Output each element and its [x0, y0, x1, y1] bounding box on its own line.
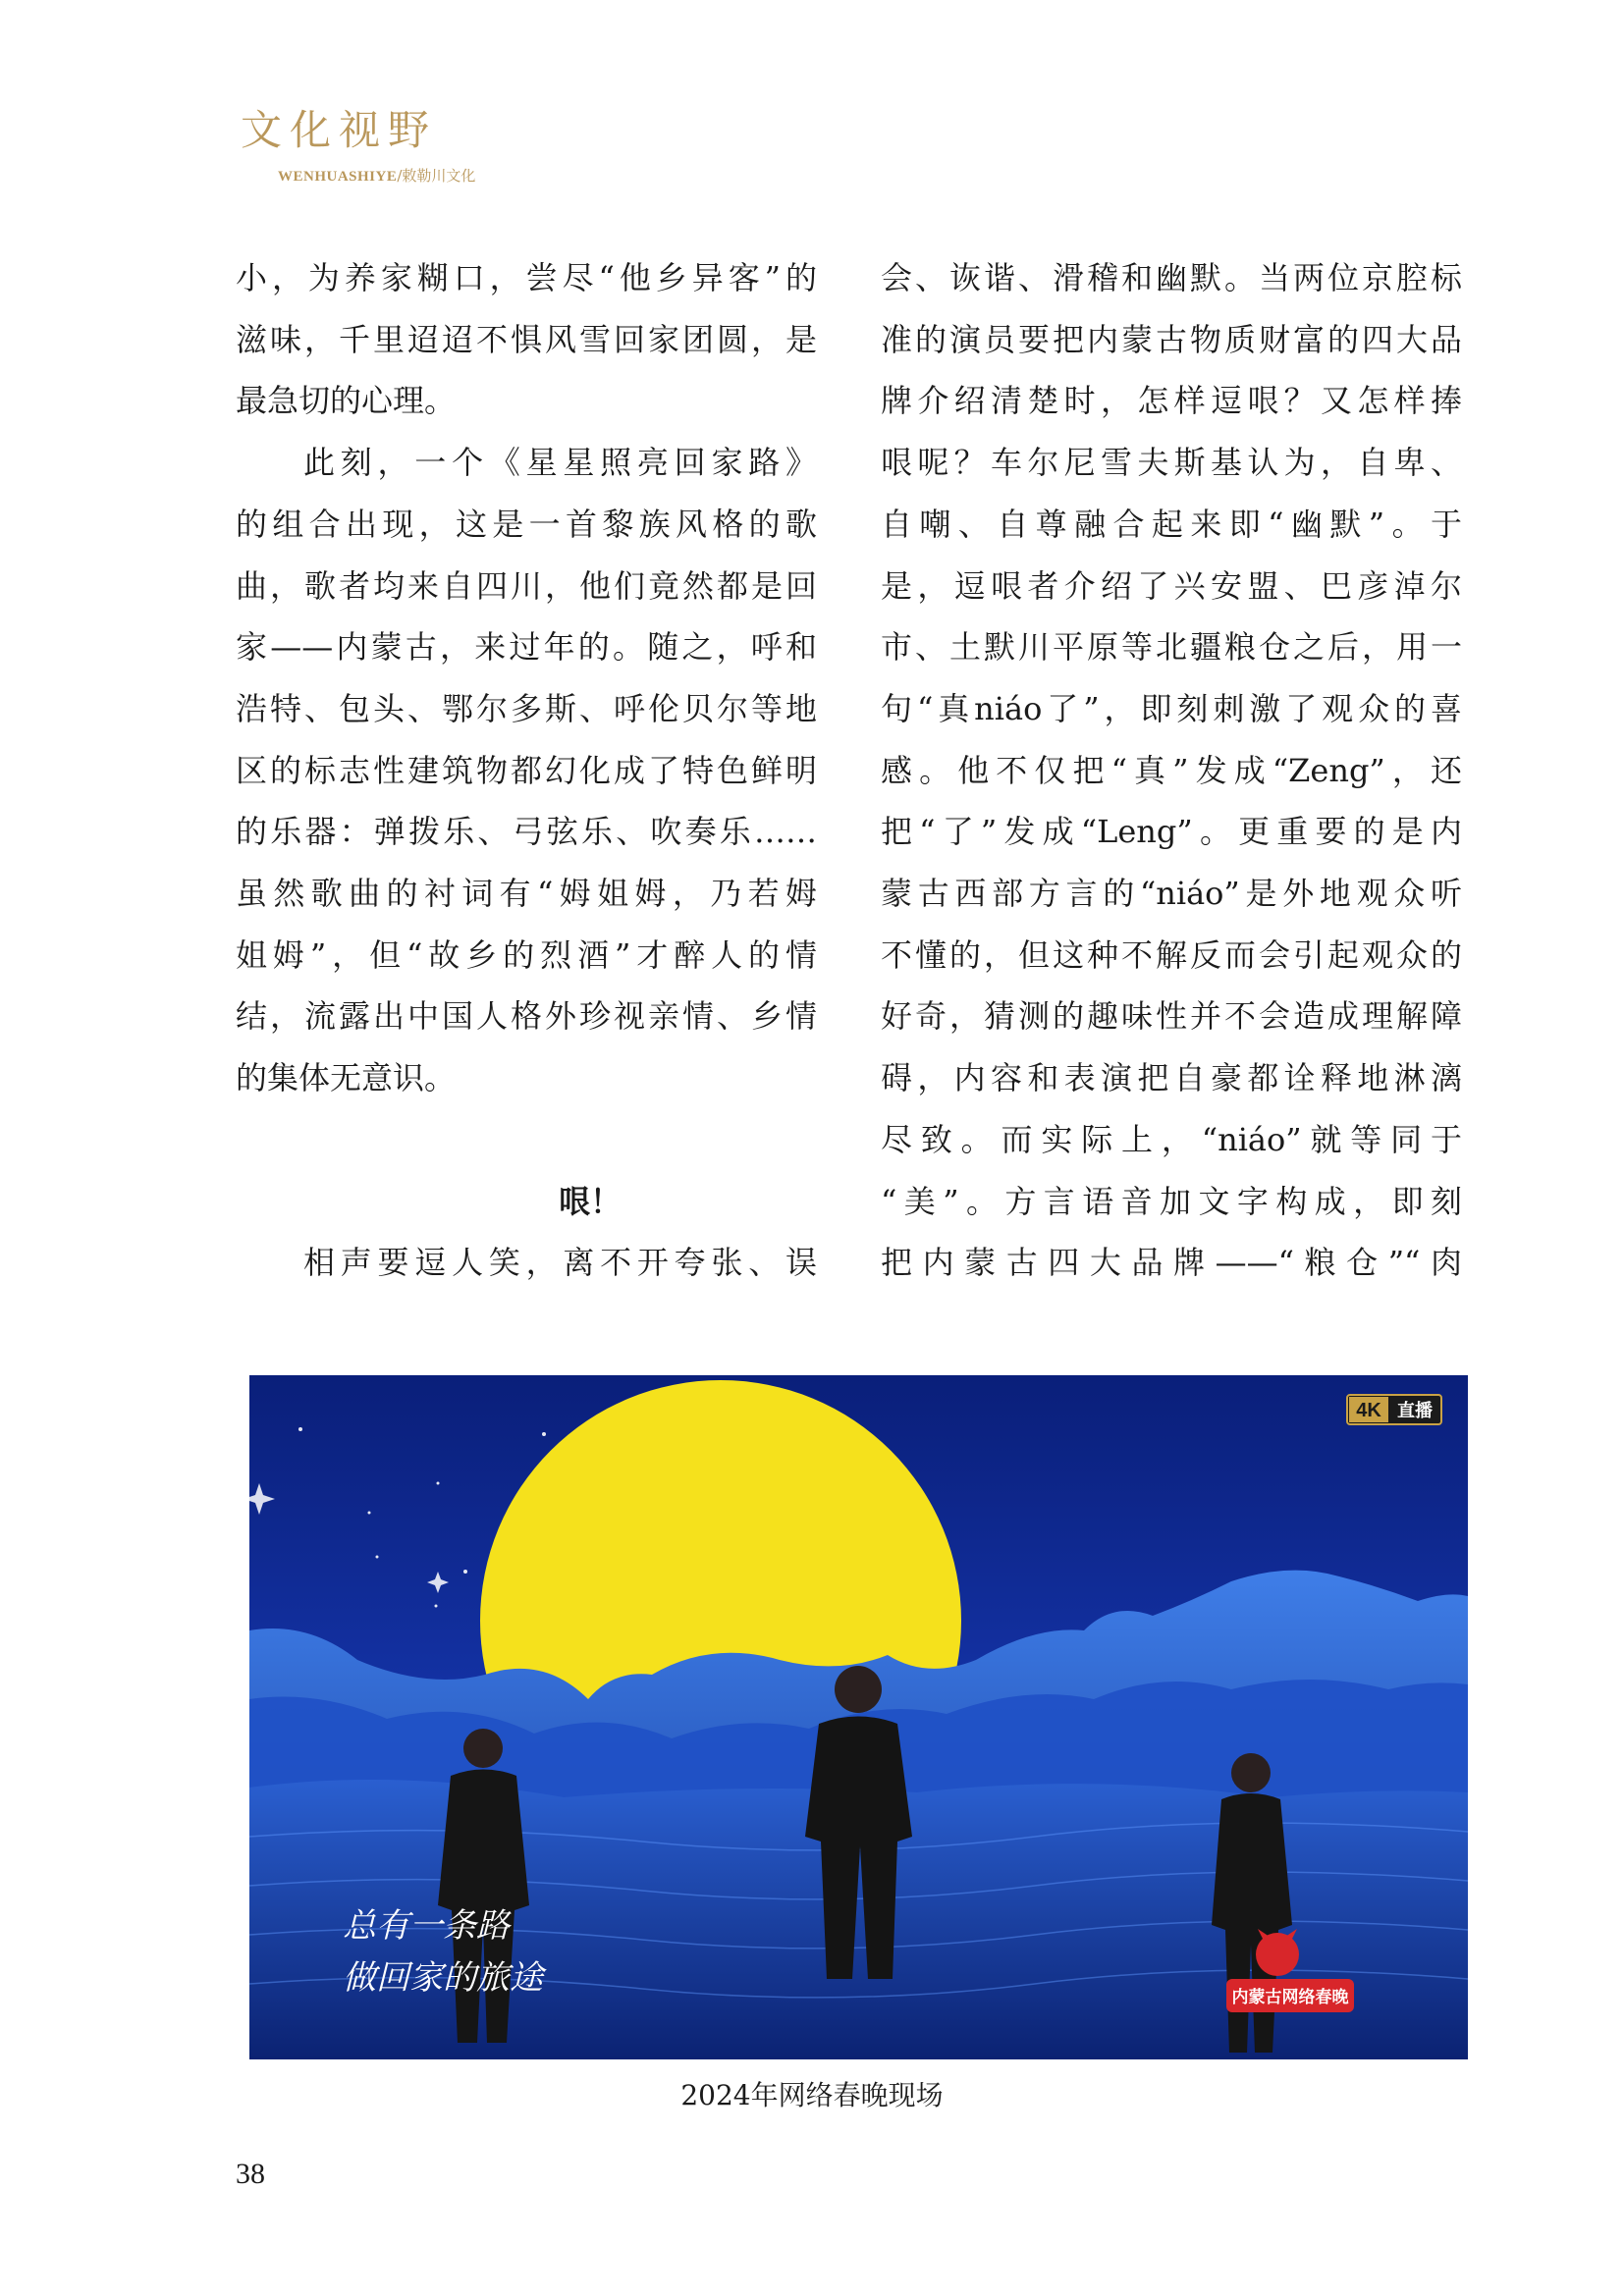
text-line: 虽然歌曲的衬词有“姆姐姆，乃若姆: [236, 875, 817, 913]
text-line: 哏呢？车尔尼雪夫斯基认为，自卑、: [881, 444, 1462, 482]
text-line: 句“真niáo了”，即刻刺激了观众的喜: [881, 689, 1462, 727]
text-line: 不懂的，但这种不解反而会引起观众的: [881, 935, 1462, 974]
text-line: “美”。方言语音加文字构成，即刻: [881, 1182, 1462, 1220]
section-subtitle-cn: 敕勒川文化: [402, 167, 476, 185]
text-line: 的组合出现，这是一首黎族风格的歌: [236, 505, 817, 543]
section-subtitle-latin: WENHUASHIYE: [278, 169, 398, 185]
live-badge: [1347, 1395, 1441, 1424]
section-header: [241, 106, 476, 186]
text-line: 准的演员要把内蒙古物质财富的四大品: [881, 320, 1462, 358]
text-line: 滋味，千里迢迢不惧风雪回家团圆，是: [236, 320, 817, 358]
text-line: 把“了”发成“Leng”。更重要的是内: [881, 813, 1462, 851]
text-line: 把内蒙古四大品牌——“粮仓”“肉: [881, 1244, 1462, 1282]
text-line: 的乐器：弹拨乐、弓弦乐、吹奏乐……: [236, 813, 817, 851]
text-line: 蒙古西部方言的“niáo”是外地观众听: [881, 875, 1462, 913]
text-line: 牌介绍清楚时，怎样逗哏？又怎样捧: [881, 382, 1462, 420]
text-line: 结，流露出中国人格外珍视亲情、乡情: [236, 997, 817, 1036]
text-line: 是，逗哏者介绍了兴安盟、巴彦淖尔: [881, 566, 1462, 605]
text-line: 曲，歌者均来自四川，他们竟然都是回: [236, 566, 817, 605]
lyric-line-2: 做回家的旅途: [343, 1958, 543, 1998]
text-line: 感。他不仅把“真”发成“Zeng”，还: [881, 751, 1462, 789]
left-column: [236, 247, 817, 1294]
text-line: 浩特、包头、鄂尔多斯、呼伦贝尔等地: [236, 689, 817, 727]
live-badge-label: 直播: [1397, 1401, 1433, 1421]
text-line: 碍，内容和表演把自豪都诠释地淋漓: [881, 1059, 1462, 1097]
text-line: 会、诙谐、滑稽和幽默。当两位京腔标: [881, 259, 1462, 296]
text-line: 好奇，猜测的趣味性并不会造成理解障: [881, 997, 1462, 1036]
text-line: 区的标志性建筑物都幻化成了特色鲜明: [236, 751, 817, 789]
text-line: 家——内蒙古，来过年的。随之，呼和: [236, 628, 817, 667]
text-line: 最急切的心理。: [236, 382, 457, 420]
section-subtitle: [278, 165, 475, 186]
gala-logo-text: 内蒙古网络春晚: [1231, 1988, 1349, 2007]
right-column: [881, 247, 1462, 1294]
text-line: 的集体无意识。: [236, 1059, 457, 1097]
text-line: 姐姆”，但“故乡的烈酒”才醉人的情: [236, 935, 817, 974]
stage-photo: [249, 1375, 1468, 2059]
text-line: 尽致。而实际上，“niáo”就等同于: [881, 1120, 1462, 1158]
page-number: 38: [236, 2158, 265, 2190]
text-line: 相声要逗人笑，离不开夸张、误: [303, 1244, 817, 1282]
text-line: 小，为养家糊口，尝尽“他乡异客”的: [236, 259, 817, 296]
section-title: 文化视野: [241, 106, 438, 154]
live-badge-4k: 4K: [1356, 1400, 1381, 1421]
text-line: 市、土默川平原等北疆粮仓之后，用一: [881, 628, 1462, 667]
section-subtitle-separator: /: [397, 167, 403, 185]
text-line: 自嘲、自尊融合起来即“幽默”。于: [881, 505, 1462, 543]
text-line: 此刻，一个《星星照亮回家路》: [303, 444, 817, 482]
photo-caption: 2024年网络春晚现场: [680, 2079, 944, 2111]
subheading: 哏！: [558, 1182, 622, 1220]
lyric-line-1: 总有一条路: [343, 1906, 510, 1946]
